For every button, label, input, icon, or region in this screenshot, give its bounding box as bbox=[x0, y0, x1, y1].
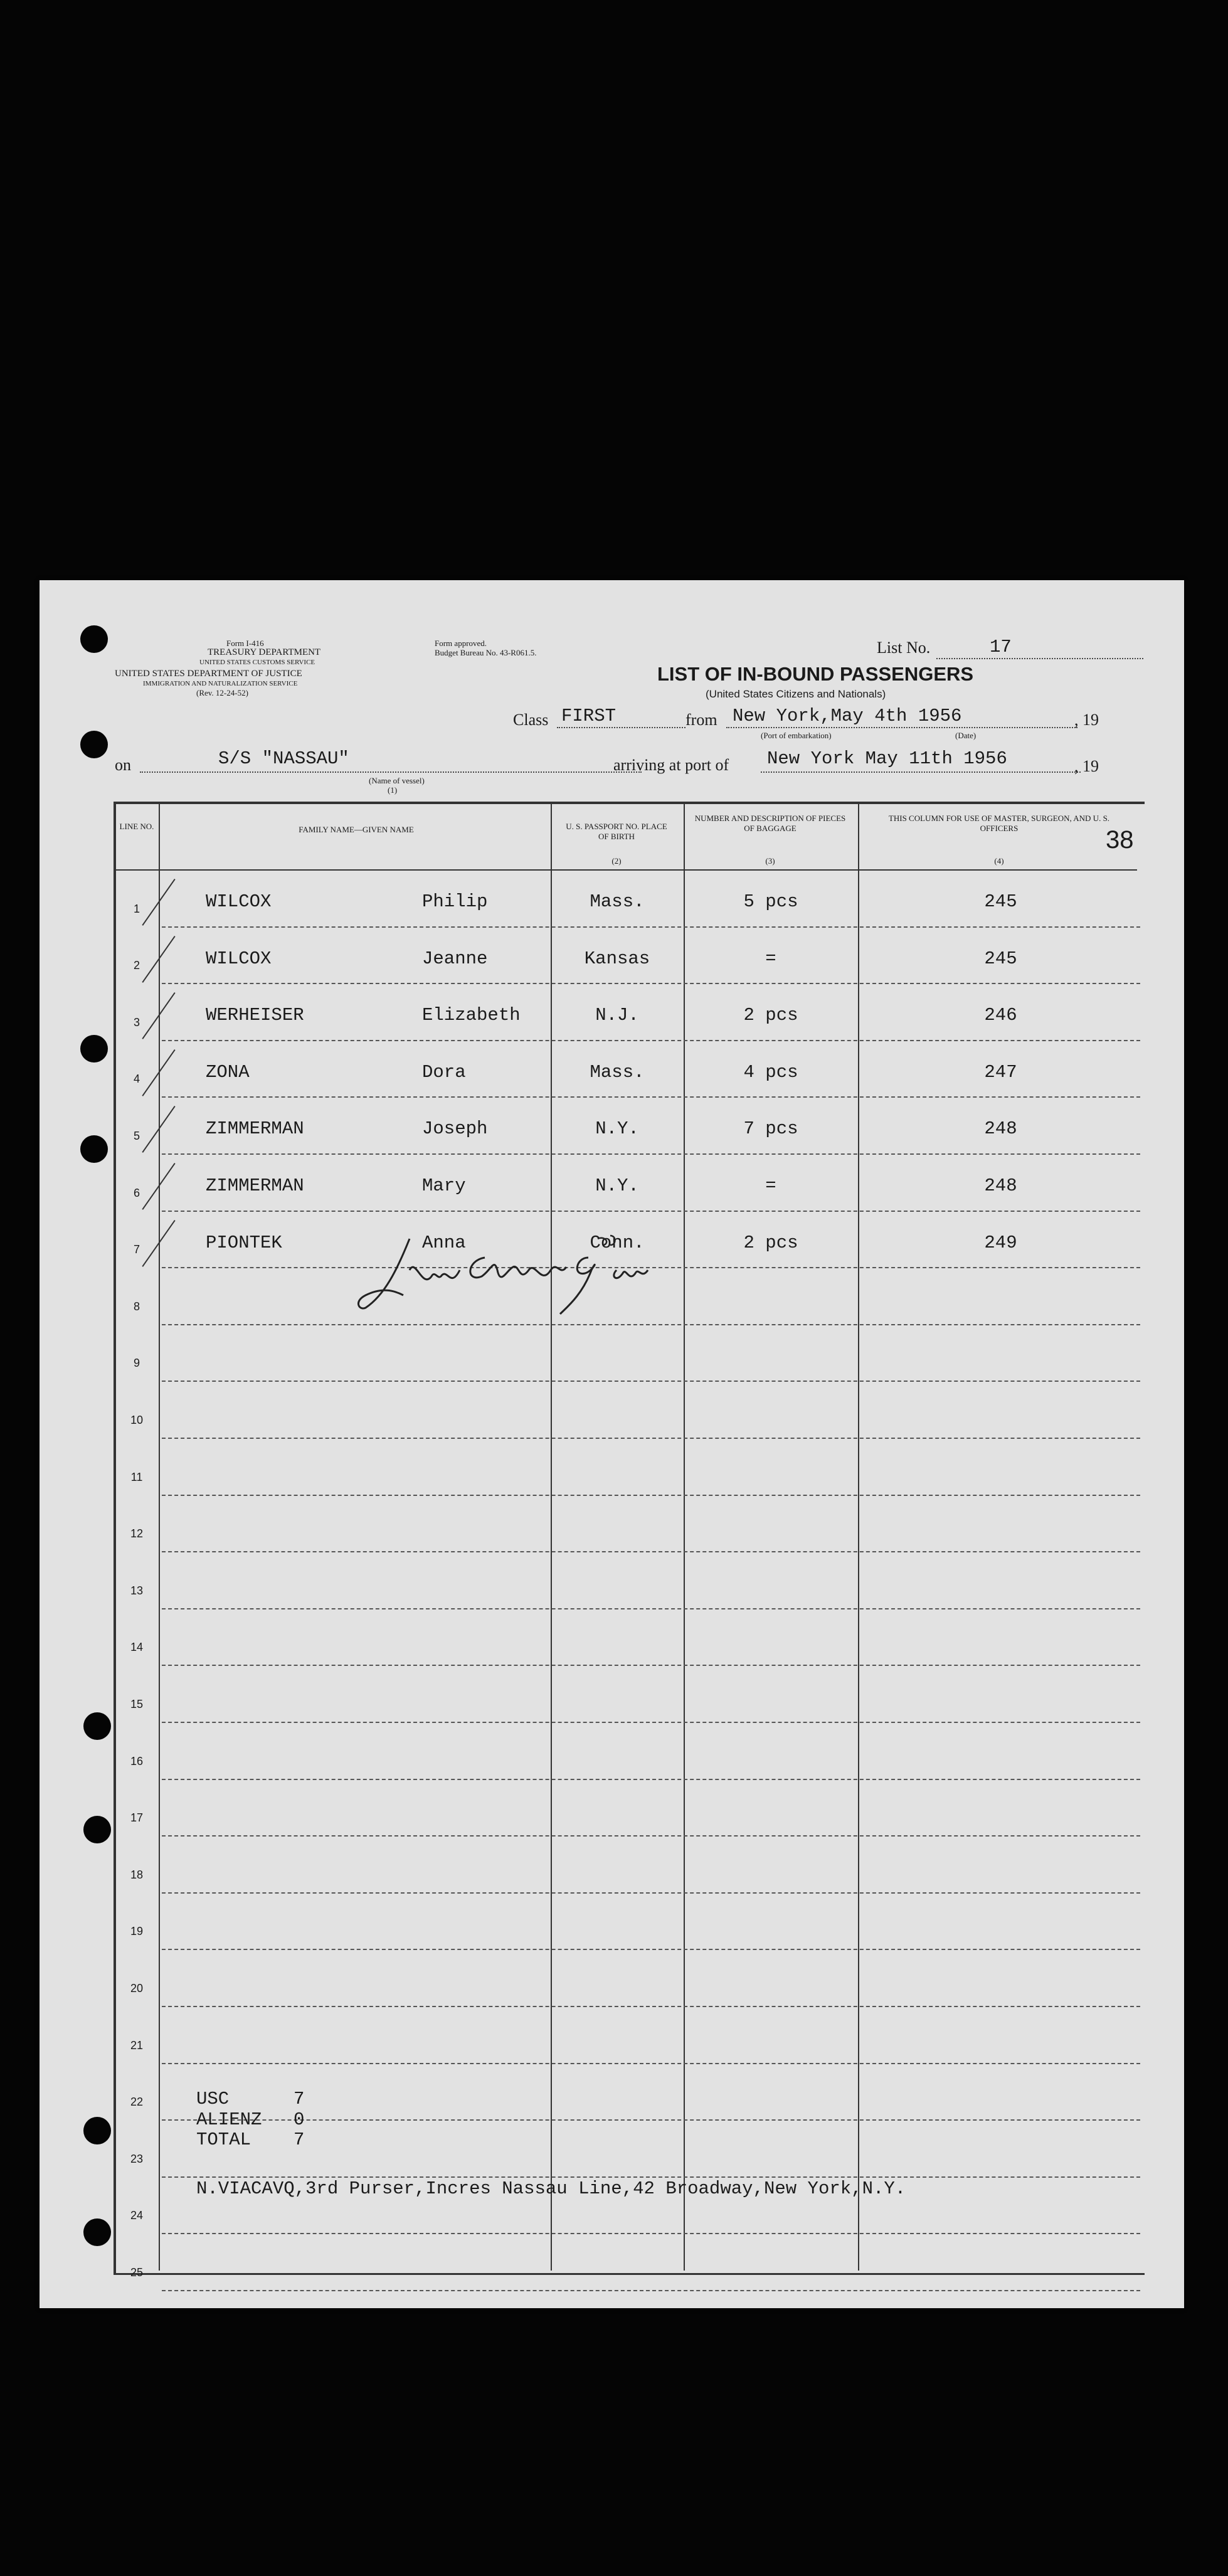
passenger-family: WERHEISER bbox=[206, 1005, 304, 1026]
row-divider bbox=[162, 983, 1140, 984]
passenger-baggage: 2 pcs bbox=[743, 1005, 798, 1026]
row-divider bbox=[162, 1495, 1140, 1496]
line-number: 14 bbox=[130, 1641, 144, 1654]
passenger-baggage: 4 pcs bbox=[743, 1061, 798, 1083]
line-number: 21 bbox=[130, 2038, 144, 2052]
passenger-baggage: = bbox=[765, 948, 776, 969]
passenger-birth: Mass. bbox=[590, 1061, 645, 1083]
row-divider bbox=[162, 1551, 1140, 1552]
passenger-given: Joseph bbox=[422, 1118, 488, 1140]
passenger-baggage: = bbox=[765, 1175, 776, 1196]
passenger-baggage: 7 pcs bbox=[743, 1118, 798, 1140]
justice-dept: UNITED STATES DEPARTMENT OF JUSTICE bbox=[115, 669, 302, 679]
passenger-family: ZONA bbox=[206, 1061, 250, 1083]
header-divider bbox=[115, 869, 1137, 871]
passenger-given: Mary bbox=[422, 1175, 466, 1196]
line-number: 10 bbox=[130, 1414, 144, 1426]
handwritten-signature bbox=[341, 1232, 729, 1320]
row-divider bbox=[162, 1324, 1140, 1325]
passenger-officer: 245 bbox=[984, 891, 1017, 912]
arriving-label: arriving at port of bbox=[613, 756, 729, 774]
row-divider bbox=[162, 2006, 1140, 2007]
row-divider bbox=[162, 2290, 1140, 2291]
col-head-officers-num: (4) bbox=[994, 856, 1004, 866]
row-divider bbox=[162, 1722, 1140, 1723]
class-value: FIRST bbox=[561, 706, 617, 726]
line-number: 12 bbox=[130, 1527, 144, 1540]
form-subtitle: (United States Citizens and Nationals) bbox=[706, 688, 886, 700]
line-number: 13 bbox=[130, 1584, 144, 1597]
from-label: from bbox=[685, 711, 717, 729]
vessel-col-num: (1) bbox=[388, 785, 398, 795]
line-number: 20 bbox=[130, 1982, 144, 1995]
passenger-birth: Conn. bbox=[590, 1232, 645, 1253]
totals-total-label: TOTAL bbox=[196, 2129, 251, 2150]
row-divider bbox=[162, 2233, 1140, 2234]
passenger-baggage: 2 pcs bbox=[743, 1232, 798, 1253]
list-no-value: 17 bbox=[990, 637, 1012, 657]
line-number: 22 bbox=[130, 2096, 144, 2109]
row-divider bbox=[162, 1892, 1140, 1894]
on-label: on bbox=[115, 756, 131, 774]
line-number: 5 bbox=[133, 1130, 140, 1142]
vessel-caption: (Name of vessel) bbox=[369, 776, 425, 785]
form-approved: Form approved. bbox=[435, 639, 487, 648]
arriving-line bbox=[761, 771, 1081, 773]
passenger-family: PIONTEK bbox=[206, 1232, 282, 1253]
from-line bbox=[726, 727, 1077, 728]
row-divider bbox=[162, 1211, 1140, 1212]
line-number: 7 bbox=[133, 1243, 140, 1256]
vessel-name: S/S "NASSAU" bbox=[218, 748, 349, 769]
row-divider bbox=[162, 926, 1140, 928]
form-revision: (Rev. 12-24-52) bbox=[196, 688, 248, 697]
line-number: 16 bbox=[130, 1754, 144, 1768]
punch-hole bbox=[80, 625, 108, 653]
row-divider bbox=[162, 1665, 1140, 1666]
passenger-birth: N.Y. bbox=[595, 1118, 639, 1140]
passenger-family: ZIMMERMAN bbox=[206, 1175, 304, 1196]
budget-bureau: Budget Bureau No. 43-R061.5. bbox=[435, 648, 537, 657]
form-page bbox=[40, 580, 1184, 2308]
punch-hole bbox=[80, 731, 108, 758]
row-divider bbox=[162, 1779, 1140, 1780]
row-divider bbox=[162, 1949, 1140, 1950]
totals-aliens-label: ALIENZ bbox=[196, 2109, 262, 2130]
col-divider bbox=[159, 802, 160, 2271]
customs-service: UNITED STATES CUSTOMS SERVICE bbox=[199, 659, 315, 666]
year-prefix-2: , 19 bbox=[1074, 757, 1099, 775]
col-head-baggage: NUMBER AND DESCRIPTION OF PIECES OF BAGGAGE bbox=[694, 814, 846, 833]
ins-service: IMMIGRATION AND NATURALIZATION SERVICE bbox=[143, 680, 298, 687]
passenger-given: Elizabeth bbox=[422, 1005, 521, 1026]
row-divider bbox=[162, 2119, 1140, 2121]
passenger-given: Anna bbox=[422, 1232, 466, 1253]
passenger-officer: 249 bbox=[984, 1232, 1017, 1253]
line-number: 6 bbox=[133, 1186, 140, 1199]
line-number: 4 bbox=[133, 1073, 140, 1086]
class-label: Class bbox=[513, 711, 549, 729]
passenger-birth: N.J. bbox=[595, 1005, 639, 1026]
line-number: 17 bbox=[130, 1811, 144, 1825]
line-number: 3 bbox=[133, 1015, 140, 1029]
passenger-baggage: 5 pcs bbox=[743, 891, 798, 912]
vessel-line bbox=[140, 771, 642, 773]
list-no-label: List No. bbox=[877, 639, 931, 657]
passenger-family: WILCOX bbox=[206, 891, 272, 912]
passenger-officer: 248 bbox=[984, 1118, 1017, 1140]
from-value: New York,May 4th 1956 bbox=[733, 706, 962, 726]
row-divider bbox=[162, 1381, 1140, 1382]
passenger-birth: Mass. bbox=[590, 891, 645, 912]
punch-hole bbox=[83, 2218, 111, 2246]
purser-line: N.VIACAVQ,3rd Purser,Incres Nassau Line,42 Broadway,New York,N.Y. bbox=[196, 2178, 906, 2199]
line-number: 8 bbox=[133, 1300, 140, 1313]
row-divider bbox=[162, 1040, 1140, 1041]
passenger-officer: 248 bbox=[984, 1175, 1017, 1196]
col-head-passport-num: (2) bbox=[611, 856, 622, 866]
passenger-given: Philip bbox=[422, 891, 488, 912]
line-number: 24 bbox=[130, 2209, 144, 2222]
punch-hole bbox=[80, 1035, 108, 1063]
col-head-passport: U. S. PASSPORT NO. PLACE OF BIRTH bbox=[566, 822, 667, 841]
port-embarkation-caption: (Port of embarkation) bbox=[761, 731, 832, 740]
passenger-given: Jeanne bbox=[422, 948, 488, 969]
row-divider bbox=[162, 2063, 1140, 2064]
totals-usc-label: USC bbox=[196, 2089, 230, 2109]
line-number: 19 bbox=[130, 1925, 144, 1938]
line-number: 9 bbox=[133, 1357, 140, 1370]
row-divider bbox=[162, 1438, 1140, 1439]
col-head-name: FAMILY NAME—GIVEN NAME bbox=[299, 825, 414, 834]
punch-hole bbox=[83, 2117, 111, 2144]
punch-hole bbox=[83, 1816, 111, 1843]
punch-hole bbox=[83, 1712, 111, 1740]
treasury-dept: TREASURY DEPARTMENT bbox=[208, 647, 321, 657]
form-number: Form I-416 bbox=[226, 639, 264, 648]
passenger-family: ZIMMERMAN bbox=[206, 1118, 304, 1140]
row-divider bbox=[162, 1835, 1140, 1837]
passenger-family: WILCOX bbox=[206, 948, 272, 969]
line-number: 18 bbox=[130, 1868, 144, 1881]
year-prefix-1: , 19 bbox=[1074, 711, 1099, 729]
col-head-officers: THIS COLUMN FOR USE OF MASTER, SURGEON, AND U. S. OFFICERS bbox=[888, 814, 1110, 833]
totals-aliens-value: 0 bbox=[294, 2109, 305, 2130]
col-head-line: LINE NO. bbox=[119, 822, 154, 831]
line-number: 25 bbox=[130, 2266, 144, 2279]
arriving-value: New York May 11th 1956 bbox=[767, 748, 1007, 769]
date-caption: (Date) bbox=[955, 731, 977, 740]
punch-hole bbox=[80, 1135, 108, 1163]
class-line bbox=[557, 727, 685, 728]
totals-usc-value: 7 bbox=[294, 2089, 305, 2109]
passenger-officer: 247 bbox=[984, 1061, 1017, 1083]
passenger-officer: 245 bbox=[984, 948, 1017, 969]
line-number: 15 bbox=[130, 1698, 144, 1710]
page-number: 38 bbox=[1106, 826, 1134, 854]
row-divider bbox=[162, 1153, 1140, 1155]
totals-total-value: 7 bbox=[294, 2129, 305, 2150]
passenger-officer: 246 bbox=[984, 1005, 1017, 1026]
passenger-birth: N.Y. bbox=[595, 1175, 639, 1196]
list-no-line bbox=[936, 658, 1143, 659]
col-head-baggage-num: (3) bbox=[765, 856, 775, 866]
row-divider bbox=[162, 1608, 1140, 1609]
line-number: 11 bbox=[130, 1470, 143, 1483]
passenger-birth: Kansas bbox=[584, 948, 650, 969]
line-number: 2 bbox=[133, 959, 140, 972]
line-number: 1 bbox=[133, 902, 140, 915]
line-number: 23 bbox=[130, 2152, 144, 2165]
passenger-given: Dora bbox=[422, 1061, 466, 1083]
row-divider bbox=[162, 2176, 1140, 2178]
row-divider bbox=[162, 1096, 1140, 1098]
form-title: LIST OF IN-BOUND PASSENGERS bbox=[657, 663, 974, 685]
